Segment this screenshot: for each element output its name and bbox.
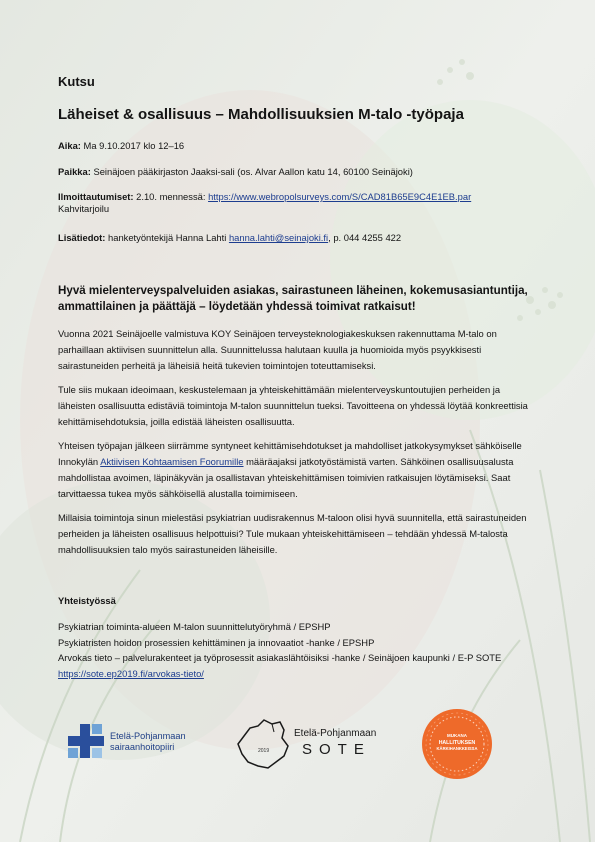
coffee-note: Kahvitarjoilu — [58, 203, 110, 214]
place-label: Paikka: — [58, 166, 91, 177]
paragraph-4: Millaisia toimintoja sinun mielestäsi psykiatrian uudisrakennus M-taloon olisi hyvä suunnitella, että sairastuneiden perheiden ja läheisten osallisuus helpottuisi? Tule mukaan yhteiskehittämiseen – tehdään yhdessä M-talosta mahdollisuuksien talo myös sairastuneiden läheisille. — [58, 512, 527, 555]
time-label: Aika: — [58, 140, 81, 151]
contact-person: hanketyöntekijä Hanna Lahti — [105, 232, 229, 243]
sote-logo — [236, 718, 396, 772]
registration-value: 2.10. mennessä: — [133, 191, 209, 202]
place-value: Seinäjoen pääkirjaston Jaaksi-sali (os. Alvar Aallon katu 14, 60100 Seinäjoki) — [90, 166, 413, 177]
sote-year: 2019 — [258, 748, 270, 754]
epshp-cross-icon — [66, 722, 106, 762]
paragraph-2: Tule siis mukaan ideoimaan, keskustelemaan ja yhteiskehittämään mielenterveyskuntoutujien perheiden ja läheisten osallisuutta edistäviä toimintoja M-talon suunnittelun tueksi. Tavoitteena on yhdessä löytää konkreettisia kehittämisehdotuksia, joilla edistää läheisten osallisuutta. — [58, 384, 528, 427]
time-value: Ma 9.10.2017 klo 12–16 — [80, 140, 185, 151]
registration-info — [58, 191, 558, 215]
contact-email-link[interactable]: hanna.lahti@seinajoki.fi — [228, 232, 329, 243]
time-info — [58, 140, 558, 152]
contact-info — [58, 232, 558, 244]
cooperation-item: Psykiatrian toiminta-alueen M-talon suunnittelutyöryhmä / EPSHP — [58, 621, 331, 632]
sote-map-icon — [236, 718, 292, 772]
badge-line3: KÄRKIHANKKEISSA — [436, 746, 478, 751]
badge-line1: MUKANA — [447, 733, 467, 738]
epshp-logo — [64, 718, 214, 764]
registration-link[interactable]: https://www.webropolsurveys.com/S/CAD81B65E9C4E1EB.par — [208, 191, 472, 202]
forum-link[interactable]: Aktiivisen Kohtaamisen Foorumille — [100, 456, 244, 467]
badge-line2: HALLITUKSEN — [438, 739, 476, 746]
registration-label: Ilmoittautumiset: — [58, 191, 134, 202]
cooperation-heading: Yhteistyössä — [58, 595, 116, 606]
cooperation-item: Arvokas tieto – palvelurakenteet ja työprosessit asiakaslähtöisiksi -hanke / Seinäjoen kaupunki / E-P SOTE — [58, 652, 502, 663]
cooperation-link[interactable]: https://sote.ep2019.fi/arvokas-tieto/ — [58, 667, 204, 679]
contact-label: Lisätiedot: — [58, 232, 106, 243]
epshp-name-line1: Etelä-Pohjanmaan — [110, 731, 186, 741]
document-title: Läheiset & osallisuus – Mahdollisuuksien M-talo -työpaja — [58, 106, 464, 123]
cooperation-item: Psykiatristen hoidon prosessien kehittäminen ja innovaatiot -hanke / EPSHP — [58, 636, 375, 648]
epshp-name-line2: sairaanhoitopiiri — [110, 742, 175, 752]
paragraph-3-end: määräajaksi jatkotyöstämistä varten. Sähköinen osallisuusalusta mahdollistaa avoimen, läpinäkyvän ja osallistavan yhteiskehittämisen toimivien ratkaisujen löytämiseksi. Saat tarvittaessa tukea myös sähköisellä alustalla toimimiseen. — [58, 456, 514, 499]
sote-name-line2: SOTE — [302, 741, 371, 758]
paragraph-3-start: Yhteisen työpajan jälkeen siirrämme syntyneet kehittämisehdotukset ja mahdolliset jatkokysymykset sähköiselle Innokylän — [58, 440, 522, 467]
document-label: Kutsu — [58, 74, 95, 89]
paragraph-3 — [58, 438, 538, 502]
place-info — [58, 166, 558, 178]
contact-phone: , p. 044 4255 422 — [328, 232, 402, 243]
lead-paragraph: Hyvä mielenterveyspalveluiden asiakas, sairastuneen läheinen, kokemusasiantuntija, ammattilainen ja päättäjä – löydetään yhdessä toimivat ratkaisut! — [58, 284, 528, 313]
cooperation-list — [58, 619, 558, 681]
hallitus-karkihanke-logo — [421, 708, 493, 780]
sote-name-line1: Etelä-Pohjanmaan — [294, 728, 377, 739]
paragraph-1: Vuonna 2021 Seinäjoelle valmistuva KOY Seinäjoen terveysteknologiakeskuksen rakennuttama M-talo on parhaillaan aktiivisen suunnittelun alla. Suunnittelussa halutaan kuulla ja huomioida myös psyykkisesti sairastuneiden perheitä ja läheisiä heitä tukevien toimintojen toteuttamiseksi. — [58, 328, 497, 371]
